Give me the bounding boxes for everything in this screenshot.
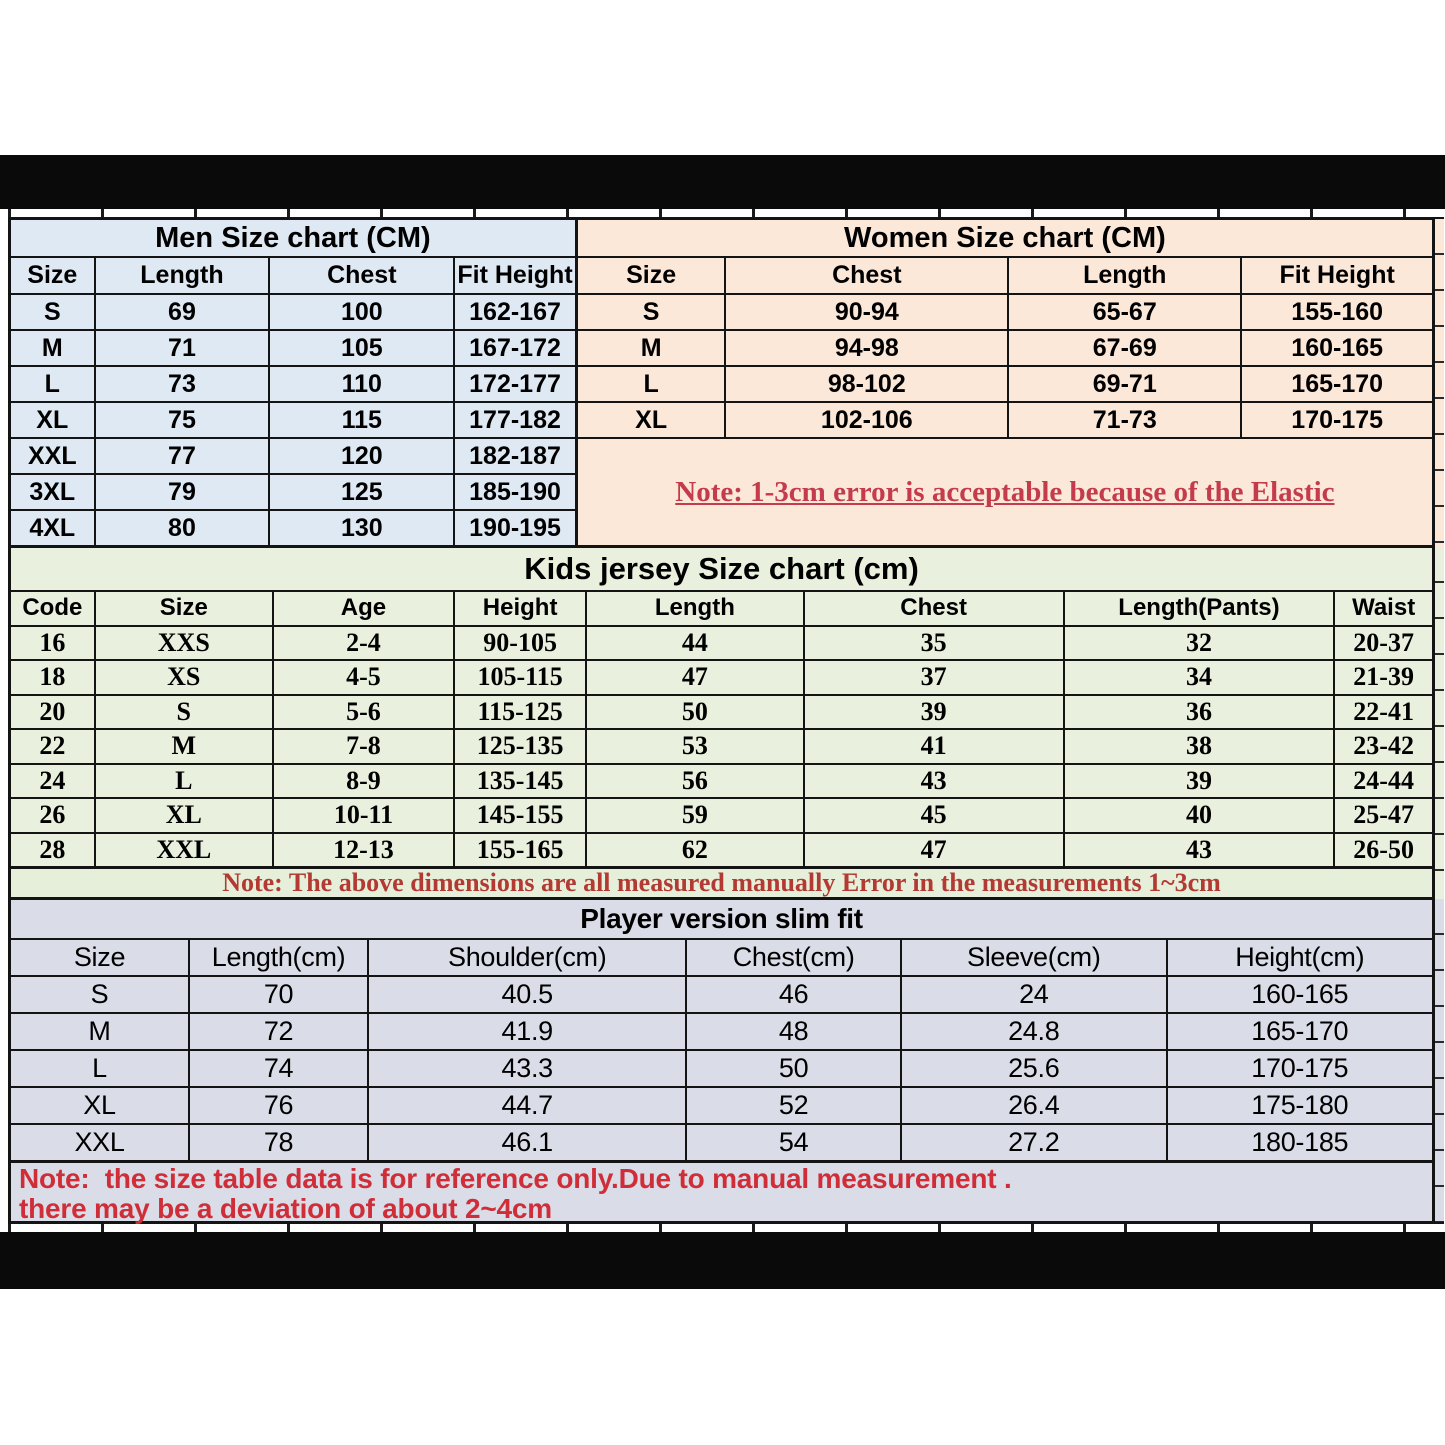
table-row <box>11 975 1432 1012</box>
column-header-cell: Chest <box>726 256 1009 293</box>
table-cell: 105 <box>270 329 455 365</box>
table-cell: XXL <box>11 1123 190 1160</box>
column-header-cell: Shoulder(cm) <box>369 938 687 975</box>
table-cell: 135-145 <box>455 763 587 798</box>
table-cell: S <box>11 293 96 329</box>
table-cell: 43 <box>1065 832 1336 867</box>
table-cell: 177-182 <box>455 401 575 437</box>
bottom-black-band <box>0 1232 1445 1289</box>
table-cell: 165-170 <box>1168 1012 1432 1049</box>
women-chart-title: Women Size chart (CM) <box>844 221 1166 254</box>
table-cell: 46.1 <box>369 1123 687 1160</box>
column-header-cell: Length <box>587 590 804 625</box>
column-header-cell: Sleeve(cm) <box>902 938 1168 975</box>
table-cell: 162-167 <box>455 293 575 329</box>
table-cell: 21-39 <box>1335 659 1432 694</box>
table-cell: 50 <box>587 694 804 729</box>
table-cell: M <box>578 329 727 365</box>
table-cell: 90-94 <box>726 293 1009 329</box>
table-cell: 90-105 <box>455 625 587 660</box>
player-chart-title: Player version slim fit <box>580 903 863 934</box>
table-cell: 62 <box>587 832 804 867</box>
table-cell: 71 <box>96 329 271 365</box>
column-header-cell: Length <box>96 256 271 293</box>
table-cell: 26 <box>11 797 96 832</box>
table-cell: 46 <box>687 975 902 1012</box>
header-row <box>578 256 1432 293</box>
chart-content <box>8 209 1444 1232</box>
men-chart-title: Men Size chart (CM) <box>155 221 431 254</box>
table-cell: 48 <box>687 1012 902 1049</box>
table-cell: 35 <box>805 625 1065 660</box>
table-cell: 32 <box>1065 625 1336 660</box>
table-row <box>11 401 575 437</box>
kids-chart-title: Kids jersey Size chart (cm) <box>524 551 919 586</box>
table-cell: 172-177 <box>455 365 575 401</box>
header-row <box>11 256 575 293</box>
table-cell: 77 <box>96 437 271 473</box>
table-cell: 39 <box>805 694 1065 729</box>
top-black-band <box>0 155 1445 209</box>
table-cell: 71-73 <box>1009 401 1242 437</box>
table-cell: S <box>578 293 727 329</box>
grid-tick-strip-top <box>8 209 1444 217</box>
table-cell: 190-195 <box>455 509 575 545</box>
column-header-cell: Length <box>1009 256 1242 293</box>
table-cell: 23-42 <box>1335 728 1432 763</box>
table-cell: 25-47 <box>1335 797 1432 832</box>
footer-note-line2: there may be a deviation of about 2~4cm <box>19 1193 552 1224</box>
table-cell: 160-165 <box>1242 329 1432 365</box>
table-row <box>11 1086 1432 1123</box>
table-cell: 24.8 <box>902 1012 1168 1049</box>
table-cell: M <box>11 329 96 365</box>
column-header-cell: Height(cm) <box>1168 938 1432 975</box>
table-cell: 59 <box>587 797 804 832</box>
table-cell: 69 <box>96 293 271 329</box>
table-row <box>11 659 1432 694</box>
chart-grid <box>8 217 1444 1224</box>
table-cell: 40 <box>1065 797 1336 832</box>
table-cell: 120 <box>270 437 455 473</box>
table-cell: 4XL <box>11 509 96 545</box>
table-cell: 180-185 <box>1168 1123 1432 1160</box>
column-header-cell: Waist <box>1335 590 1432 625</box>
table-cell: 185-190 <box>455 473 575 509</box>
player-version-chart <box>11 897 1432 1160</box>
header-row <box>11 590 1432 625</box>
table-cell: 167-172 <box>455 329 575 365</box>
tables-column <box>8 217 1435 1224</box>
table-row <box>11 365 575 401</box>
table-cell: 27.2 <box>902 1123 1168 1160</box>
column-header-cell: Code <box>11 590 96 625</box>
table-cell: 52 <box>687 1086 902 1123</box>
table-row <box>11 473 575 509</box>
header-row <box>11 938 1432 975</box>
column-header-cell: Height <box>455 590 587 625</box>
table-cell: 102-106 <box>726 401 1009 437</box>
table-cell: XL <box>11 1086 190 1123</box>
table-cell: 18 <box>11 659 96 694</box>
table-cell: 8-9 <box>274 763 455 798</box>
table-cell: XXS <box>96 625 274 660</box>
sliver-segment-player <box>1435 899 1444 1222</box>
grid-tick-strip-bottom <box>8 1224 1444 1232</box>
table-cell: 125-135 <box>455 728 587 763</box>
table-cell: 20 <box>11 694 96 729</box>
table-cell: 67-69 <box>1009 329 1242 365</box>
table-cell: 72 <box>190 1012 369 1049</box>
table-cell: 94-98 <box>726 329 1009 365</box>
table-cell: 37 <box>805 659 1065 694</box>
table-cell: 26-50 <box>1335 832 1432 867</box>
table-row <box>11 1012 1432 1049</box>
column-header-cell: Size <box>11 938 190 975</box>
kids-measurement-note: Note: The above dimensions are all measured manually Error in the measurements 1~3cm <box>11 866 1432 897</box>
column-header-cell: Fit Height <box>455 256 575 293</box>
table-cell: 26.4 <box>902 1086 1168 1123</box>
table-cell: 165-170 <box>1242 365 1432 401</box>
men-size-chart <box>11 220 575 545</box>
table-row <box>578 365 1432 401</box>
table-cell: 5-6 <box>274 694 455 729</box>
sliver-segment-women <box>1435 219 1444 547</box>
spreadsheet-edge-sliver <box>1435 217 1444 1224</box>
table-cell: 44 <box>587 625 804 660</box>
table-cell: 76 <box>190 1086 369 1123</box>
table-cell: 105-115 <box>455 659 587 694</box>
table-cell: 34 <box>1065 659 1336 694</box>
table-cell: XL <box>578 401 727 437</box>
table-row <box>11 293 575 329</box>
table-cell: 47 <box>805 832 1065 867</box>
table-cell: 47 <box>587 659 804 694</box>
column-header-cell: Chest <box>270 256 455 293</box>
table-row <box>11 437 575 473</box>
table-row <box>11 832 1432 867</box>
table-cell: 74 <box>190 1049 369 1086</box>
top-margin <box>0 0 1445 155</box>
table-row <box>11 763 1432 798</box>
table-cell: 43 <box>805 763 1065 798</box>
table-row <box>11 509 575 545</box>
table-cell: 43.3 <box>369 1049 687 1086</box>
table-cell: 10-11 <box>274 797 455 832</box>
table-row <box>578 401 1432 437</box>
table-cell: 125 <box>270 473 455 509</box>
table-cell: 20-37 <box>1335 625 1432 660</box>
table-cell: L <box>578 365 727 401</box>
table-cell: 75 <box>96 401 271 437</box>
table-cell: 7-8 <box>274 728 455 763</box>
table-cell: L <box>96 763 274 798</box>
table-cell: 155-160 <box>1242 293 1432 329</box>
table-cell: 36 <box>1065 694 1336 729</box>
men-size-table <box>11 256 575 545</box>
table-cell: 56 <box>587 763 804 798</box>
column-header-cell: Fit Height <box>1242 256 1432 293</box>
table-row <box>578 293 1432 329</box>
table-cell: 115-125 <box>455 694 587 729</box>
table-cell: 44.7 <box>369 1086 687 1123</box>
table-row <box>11 728 1432 763</box>
table-cell: 24 <box>902 975 1168 1012</box>
table-cell: 175-180 <box>1168 1086 1432 1123</box>
table-cell: 45 <box>805 797 1065 832</box>
table-row <box>11 1049 1432 1086</box>
table-cell: 110 <box>270 365 455 401</box>
kids-size-table <box>11 590 1432 866</box>
table-cell: 182-187 <box>455 437 575 473</box>
column-header-cell: Length(Pants) <box>1065 590 1336 625</box>
table-cell: XS <box>96 659 274 694</box>
table-cell: 170-175 <box>1242 401 1432 437</box>
table-cell: 12-13 <box>274 832 455 867</box>
table-cell: 70 <box>190 975 369 1012</box>
table-cell: 25.6 <box>902 1049 1168 1086</box>
table-cell: 65-67 <box>1009 293 1242 329</box>
table-cell: 24-44 <box>1335 763 1432 798</box>
sliver-segment-kids <box>1435 547 1444 899</box>
table-cell: 170-175 <box>1168 1049 1432 1086</box>
footer-note-line1: Note: the size table data is for reference only.Due to manual measurement . <box>19 1163 1012 1194</box>
table-cell: 41 <box>805 728 1065 763</box>
women-size-table <box>578 256 1432 437</box>
table-row <box>578 329 1432 365</box>
table-cell: M <box>11 1012 190 1049</box>
table-cell: 80 <box>96 509 271 545</box>
column-header-cell: Age <box>274 590 455 625</box>
table-cell: 22 <box>11 728 96 763</box>
table-cell: 22-41 <box>1335 694 1432 729</box>
table-row <box>11 797 1432 832</box>
table-cell: 40.5 <box>369 975 687 1012</box>
table-cell: 16 <box>11 625 96 660</box>
table-cell: XL <box>96 797 274 832</box>
elastic-error-note: Note: 1-3cm error is acceptable because of the Elastic <box>578 437 1432 545</box>
table-cell: L <box>11 1049 190 1086</box>
table-cell: XXL <box>11 437 96 473</box>
table-row <box>11 1123 1432 1160</box>
table-cell: S <box>96 694 274 729</box>
table-cell: 79 <box>96 473 271 509</box>
column-header-cell: Chest(cm) <box>687 938 902 975</box>
table-cell: 54 <box>687 1123 902 1160</box>
table-cell: 100 <box>270 293 455 329</box>
column-header-cell: Size <box>96 590 274 625</box>
table-cell: 38 <box>1065 728 1336 763</box>
column-header-cell: Size <box>578 256 727 293</box>
column-header-cell: Length(cm) <box>190 938 369 975</box>
table-cell: L <box>11 365 96 401</box>
table-row <box>11 694 1432 729</box>
table-cell: S <box>11 975 190 1012</box>
table-cell: M <box>96 728 274 763</box>
table-row <box>11 625 1432 660</box>
table-cell: 130 <box>270 509 455 545</box>
table-cell: 3XL <box>11 473 96 509</box>
table-cell: 115 <box>270 401 455 437</box>
reference-only-note <box>11 1160 1432 1224</box>
table-cell: 4-5 <box>274 659 455 694</box>
table-cell: 39 <box>1065 763 1336 798</box>
table-cell: 155-165 <box>455 832 587 867</box>
column-header-cell: Size <box>11 256 96 293</box>
table-cell: XXL <box>96 832 274 867</box>
table-row <box>11 329 575 365</box>
table-cell: 28 <box>11 832 96 867</box>
table-cell: 50 <box>687 1049 902 1086</box>
table-cell: 53 <box>587 728 804 763</box>
table-cell: 160-165 <box>1168 975 1432 1012</box>
table-cell: 24 <box>11 763 96 798</box>
table-cell: 145-155 <box>455 797 587 832</box>
table-cell: 41.9 <box>369 1012 687 1049</box>
kids-size-chart <box>11 545 1432 866</box>
table-cell: 78 <box>190 1123 369 1160</box>
player-size-table <box>11 938 1432 1160</box>
table-cell: 69-71 <box>1009 365 1242 401</box>
table-cell: XL <box>11 401 96 437</box>
adult-size-charts <box>11 220 1432 545</box>
table-cell: 98-102 <box>726 365 1009 401</box>
table-cell: 2-4 <box>274 625 455 660</box>
column-header-cell: Chest <box>805 590 1065 625</box>
table-cell: 73 <box>96 365 271 401</box>
women-size-chart <box>575 220 1432 545</box>
